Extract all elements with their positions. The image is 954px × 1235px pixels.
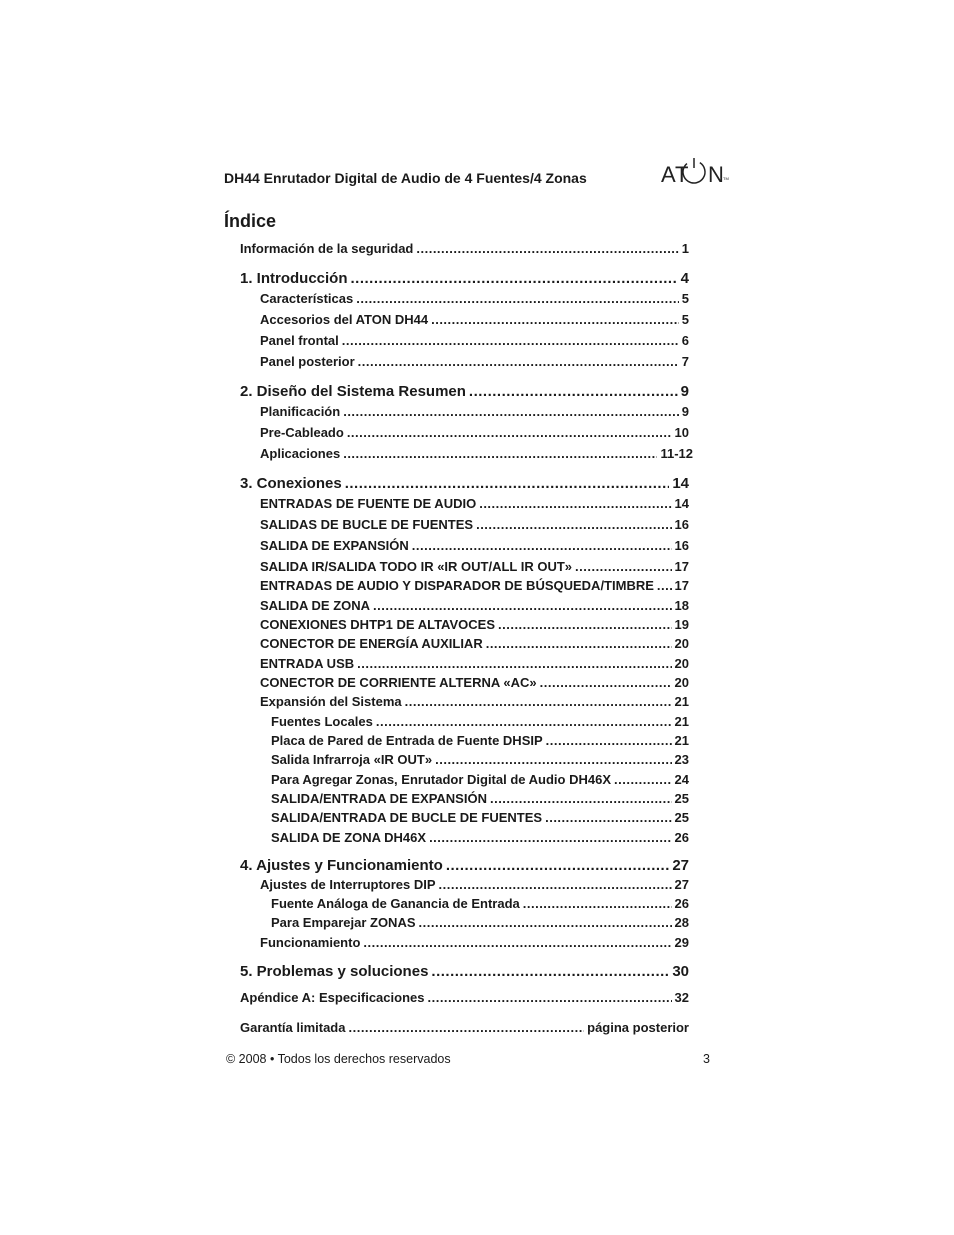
toc-entry[interactable] xyxy=(260,675,689,690)
toc-entry-page: 27 xyxy=(672,857,689,874)
toc-entry-page: 28 xyxy=(674,915,689,930)
toc-entry[interactable] xyxy=(271,772,689,787)
toc-entry[interactable] xyxy=(260,598,689,613)
toc-entry-page: 7 xyxy=(681,354,689,369)
toc-entry-page: 20 xyxy=(674,675,689,690)
toc-leader-dots xyxy=(439,877,672,892)
toc-entry-page: 17 xyxy=(674,578,689,593)
toc-entry[interactable] xyxy=(271,915,689,930)
toc-leader-dots xyxy=(575,559,672,574)
svg-text:T: T xyxy=(675,162,689,187)
toc-entry-page: 5 xyxy=(681,312,689,327)
toc-entry-page: 27 xyxy=(674,877,689,892)
toc-leader-dots xyxy=(416,241,678,256)
toc-entry-label: 2. Diseño del Sistema Resumen xyxy=(240,383,466,400)
toc-entry-label: 3. Conexiones xyxy=(240,475,342,492)
toc-leader-dots xyxy=(545,810,671,825)
toc-entry-page: 17 xyxy=(674,559,689,574)
document-header-title: DH44 Enrutador Digital de Audio de 4 Fuentes/4 Zonas xyxy=(224,170,587,186)
toc-entry-label: 5. Problemas y soluciones xyxy=(240,963,429,980)
toc-entry[interactable] xyxy=(260,636,689,651)
toc-entry[interactable] xyxy=(260,877,689,892)
toc-entry-page: 21 xyxy=(674,733,689,748)
toc-entry[interactable] xyxy=(260,559,689,574)
toc-entry-page: 9 xyxy=(680,383,689,400)
toc-entry-label: Panel frontal xyxy=(260,333,339,348)
index-title: Índice xyxy=(224,211,277,231)
toc-entry-page: 25 xyxy=(674,810,689,825)
toc-entry-label: Panel posterior xyxy=(260,354,355,369)
toc-leader-dots xyxy=(427,990,671,1005)
toc-entry-label: Pre-Cableado xyxy=(260,425,344,440)
toc-entry[interactable] xyxy=(240,241,689,256)
toc-entry-page: 23 xyxy=(674,752,689,767)
toc-entry-page: 11-12 xyxy=(660,446,693,461)
toc-entry-label: CONEXIONES DHTP1 DE ALTAVOCES xyxy=(260,617,495,632)
toc-entry[interactable] xyxy=(271,752,689,767)
toc-entry-label: Garantía limitada xyxy=(240,1020,346,1035)
toc-entry-page: 1 xyxy=(681,241,689,256)
toc-entry[interactable] xyxy=(260,617,689,632)
toc-leader-dots xyxy=(342,333,679,348)
toc-leader-dots xyxy=(479,496,671,511)
toc-entry-page: 4 xyxy=(680,270,689,287)
toc-leader-dots xyxy=(345,475,670,492)
toc-entry-label: ENTRADAS DE AUDIO Y DISPARADOR DE BÚSQUEDA/TIMBRE xyxy=(260,578,654,593)
toc-leader-dots xyxy=(376,714,672,729)
toc-entry[interactable] xyxy=(260,354,689,369)
toc-leader-dots xyxy=(419,915,672,930)
toc-entry-label: Planificación xyxy=(260,404,341,419)
toc-entry[interactable] xyxy=(271,733,689,748)
toc-entry-label: Ajustes de Interruptores DIP xyxy=(260,877,436,892)
toc-entry-label: ENTRADAS DE FUENTE DE AUDIO xyxy=(260,496,477,511)
toc-leader-dots xyxy=(347,425,672,440)
toc-entry[interactable] xyxy=(271,791,689,806)
toc-entry-page: 21 xyxy=(674,694,689,709)
toc-entry[interactable] xyxy=(260,935,689,950)
toc-entry-label: 4. Ajustes y Funcionamiento xyxy=(240,857,443,874)
toc-leader-dots xyxy=(476,517,671,532)
toc-entry[interactable] xyxy=(240,963,689,980)
toc-leader-dots xyxy=(357,656,671,671)
toc-entry[interactable] xyxy=(260,425,689,440)
logo-letters: A xyxy=(661,162,676,187)
toc-leader-dots xyxy=(540,675,672,690)
toc-leader-dots xyxy=(435,752,671,767)
toc-entry[interactable] xyxy=(240,475,689,492)
toc-entry-label: 1. Introducción xyxy=(240,270,348,287)
toc-leader-dots xyxy=(431,312,679,327)
toc-entry[interactable] xyxy=(271,896,689,911)
toc-entry-label: Para Emparejar ZONAS xyxy=(271,915,416,930)
toc-entry-page: 18 xyxy=(674,598,689,613)
toc-entry-page: 9 xyxy=(681,404,689,419)
toc-entry-page: 24 xyxy=(674,772,689,787)
toc-entry[interactable] xyxy=(271,714,689,729)
toc-leader-dots xyxy=(546,733,672,748)
toc-entry[interactable] xyxy=(240,1020,689,1035)
toc-entry-page: 26 xyxy=(674,830,689,845)
toc-entry-label: SALIDA DE EXPANSIÓN xyxy=(260,538,409,553)
toc-entry-page: 32 xyxy=(674,990,689,1005)
toc-entry[interactable] xyxy=(240,990,689,1005)
toc-leader-dots xyxy=(343,446,657,461)
footer-copyright: © 2008 • Todos los derechos reservados xyxy=(226,1052,451,1066)
toc-entry[interactable] xyxy=(240,383,689,400)
toc-entry-label: SALIDAS DE BUCLE DE FUENTES xyxy=(260,517,474,532)
toc-leader-dots xyxy=(343,404,679,419)
toc-entry-page: 14 xyxy=(674,496,689,511)
toc-entry[interactable] xyxy=(260,694,689,709)
toc-entry[interactable] xyxy=(260,578,689,593)
toc-entry-label: Información de la seguridad xyxy=(240,241,414,256)
toc-leader-dots xyxy=(486,636,672,651)
toc-leader-dots xyxy=(498,617,672,632)
toc-entry-label: CONECTOR DE CORRIENTE ALTERNA «AC» xyxy=(260,675,537,690)
toc-leader-dots xyxy=(405,694,672,709)
toc-entry-page: 6 xyxy=(681,333,689,348)
toc-entry[interactable] xyxy=(260,404,689,419)
toc-leader-dots xyxy=(373,598,672,613)
toc-entry-label: SALIDA/ENTRADA DE BUCLE DE FUENTES xyxy=(271,810,543,825)
toc-entry[interactable] xyxy=(240,857,689,874)
toc-entry-page: página posterior xyxy=(587,1020,689,1035)
toc-entry[interactable] xyxy=(260,446,693,461)
toc-entry[interactable] xyxy=(271,810,689,825)
svg-text:N: N xyxy=(708,162,724,187)
toc-entry-page: 16 xyxy=(674,517,689,532)
toc-leader-dots xyxy=(363,935,671,950)
toc-entry-page: 16 xyxy=(674,538,689,553)
toc-entry[interactable] xyxy=(260,333,689,348)
toc-entry-page: 10 xyxy=(674,425,689,440)
toc-leader-dots xyxy=(657,578,672,593)
toc-entry-label: Características xyxy=(260,291,354,306)
toc-entry-label: CONECTOR DE ENERGÍA AUXILIAR xyxy=(260,636,483,651)
toc-entry-page: 19 xyxy=(674,617,689,632)
toc-leader-dots xyxy=(469,383,678,400)
toc-entry-label: SALIDA DE ZONA xyxy=(260,598,371,613)
toc-entry[interactable] xyxy=(260,538,689,553)
toc-entry-page: 26 xyxy=(674,896,689,911)
toc-entry[interactable] xyxy=(260,291,689,306)
toc-entry-page: 29 xyxy=(674,935,689,950)
toc-entry-label: Apéndice A: Especificaciones xyxy=(240,990,425,1005)
toc-entry-label: Aplicaciones xyxy=(260,446,341,461)
toc-entry-label: SALIDA IR/SALIDA TODO IR «IR OUT/ALL IR OUT» xyxy=(260,559,573,574)
toc-entry-label: SALIDA DE ZONA DH46X xyxy=(271,830,427,845)
toc-entry-label: Funcionamiento xyxy=(260,935,361,950)
toc-entry[interactable] xyxy=(240,270,689,287)
toc-leader-dots xyxy=(412,538,672,553)
footer-page-number: 3 xyxy=(703,1052,710,1066)
toc-entry-page: 5 xyxy=(681,291,689,306)
toc-entry[interactable] xyxy=(260,517,689,532)
toc-leader-dots xyxy=(351,270,678,287)
toc-entry-label: Expansión del Sistema xyxy=(260,694,402,709)
toc-entry-label: ENTRADA USB xyxy=(260,656,355,671)
toc-entry-label: SALIDA/ENTRADA DE EXPANSIÓN xyxy=(271,791,487,806)
toc-leader-dots xyxy=(356,291,679,306)
toc-leader-dots xyxy=(446,857,669,874)
toc-entry[interactable] xyxy=(260,656,689,671)
toc-leader-dots xyxy=(523,896,672,911)
toc-leader-dots xyxy=(431,963,669,980)
toc-entry-label: Placa de Pared de Entrada de Fuente DHSIP xyxy=(271,733,543,748)
trademark-mark: TM xyxy=(723,176,729,181)
toc-entry-label: Accesorios del ATON DH44 xyxy=(260,312,429,327)
toc-leader-dots xyxy=(614,772,672,787)
toc-entry-page: 25 xyxy=(674,791,689,806)
toc-entry-label: Fuente Análoga de Ganancia de Entrada xyxy=(271,896,520,911)
toc-entry-label: Fuentes Locales xyxy=(271,714,373,729)
toc-entry-page: 30 xyxy=(672,963,689,980)
toc-entry[interactable] xyxy=(260,312,689,327)
toc-entry-page: 14 xyxy=(672,475,689,492)
toc-entry-label: Salida Infrarroja «IR OUT» xyxy=(271,752,433,767)
toc-entry-label: Para Agregar Zonas, Enrutador Digital de Audio DH46X xyxy=(271,772,611,787)
toc-entry-page: 21 xyxy=(674,714,689,729)
toc-leader-dots xyxy=(358,354,679,369)
toc-entry-page: 20 xyxy=(674,656,689,671)
toc-entry[interactable] xyxy=(271,830,689,845)
toc-entry[interactable] xyxy=(260,496,689,511)
toc-leader-dots xyxy=(429,830,671,845)
toc-leader-dots xyxy=(490,791,672,806)
toc-leader-dots xyxy=(348,1020,584,1035)
toc-entry-page: 20 xyxy=(674,636,689,651)
